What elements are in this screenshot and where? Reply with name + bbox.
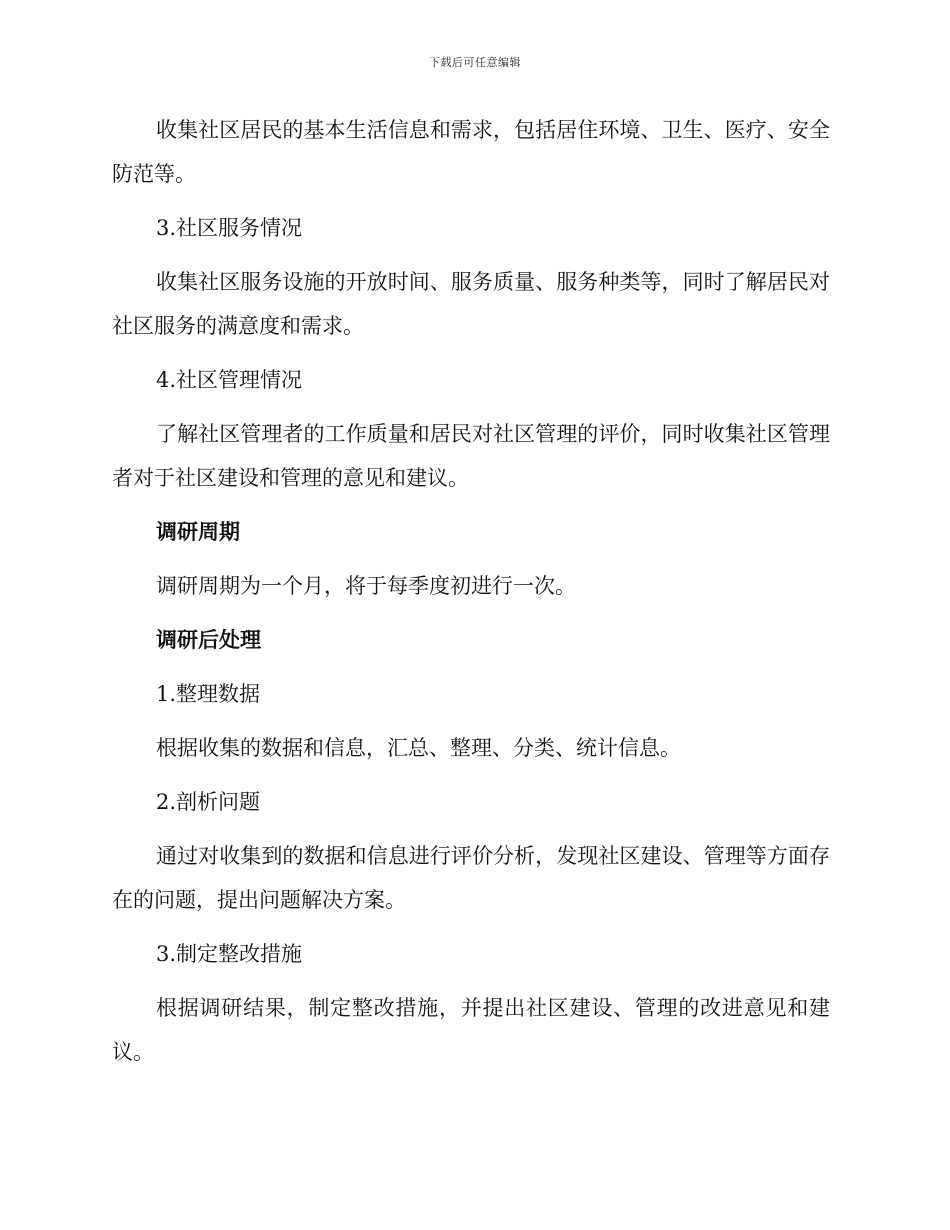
subheading-community-services: 3.社区服务情况 [156,216,303,240]
paragraph-services: 收集社区服务设施的开放时间、服务质量、服务种类等，同时了解居民对社区服务的满意度和需求。 [112,270,830,338]
document-body [112,108,830,1084]
paragraph-analyze-problems: 通过对收集到的数据和信息进行评价分析，发现社区建设、管理等方面存在的问题，提出问题解决方案。 [112,844,830,912]
paragraph-management: 了解社区管理者的工作质量和居民对社区管理的评价，同时收集社区管理者对于社区建设和管理的意见和建议。 [112,422,830,490]
subheading-rectification: 3.制定整改措施 [156,942,303,966]
paragraph-survey-period: 调研周期为一个月，将于每季度初进行一次。 [156,574,576,598]
section-heading-survey-period: 调研周期 [156,520,240,544]
section-heading-post-survey: 调研后处理 [156,628,261,652]
paragraph-living-info: 收集社区居民的基本生活信息和需求，包括居住环境、卫生、医疗、安全防范等。 [112,118,830,186]
subheading-analyze-problems: 2.剖析问题 [156,790,261,814]
paragraph-organize-data: 根据收集的数据和信息，汇总、整理、分类、统计信息。 [156,736,681,760]
page-header: 下载后可任意编辑 [429,56,521,69]
paragraph-rectification: 根据调研结果，制定整改措施，并提出社区建设、管理的改进意见和建议。 [112,996,830,1064]
subheading-organize-data: 1.整理数据 [156,682,261,706]
subheading-community-management: 4.社区管理情况 [156,368,303,392]
